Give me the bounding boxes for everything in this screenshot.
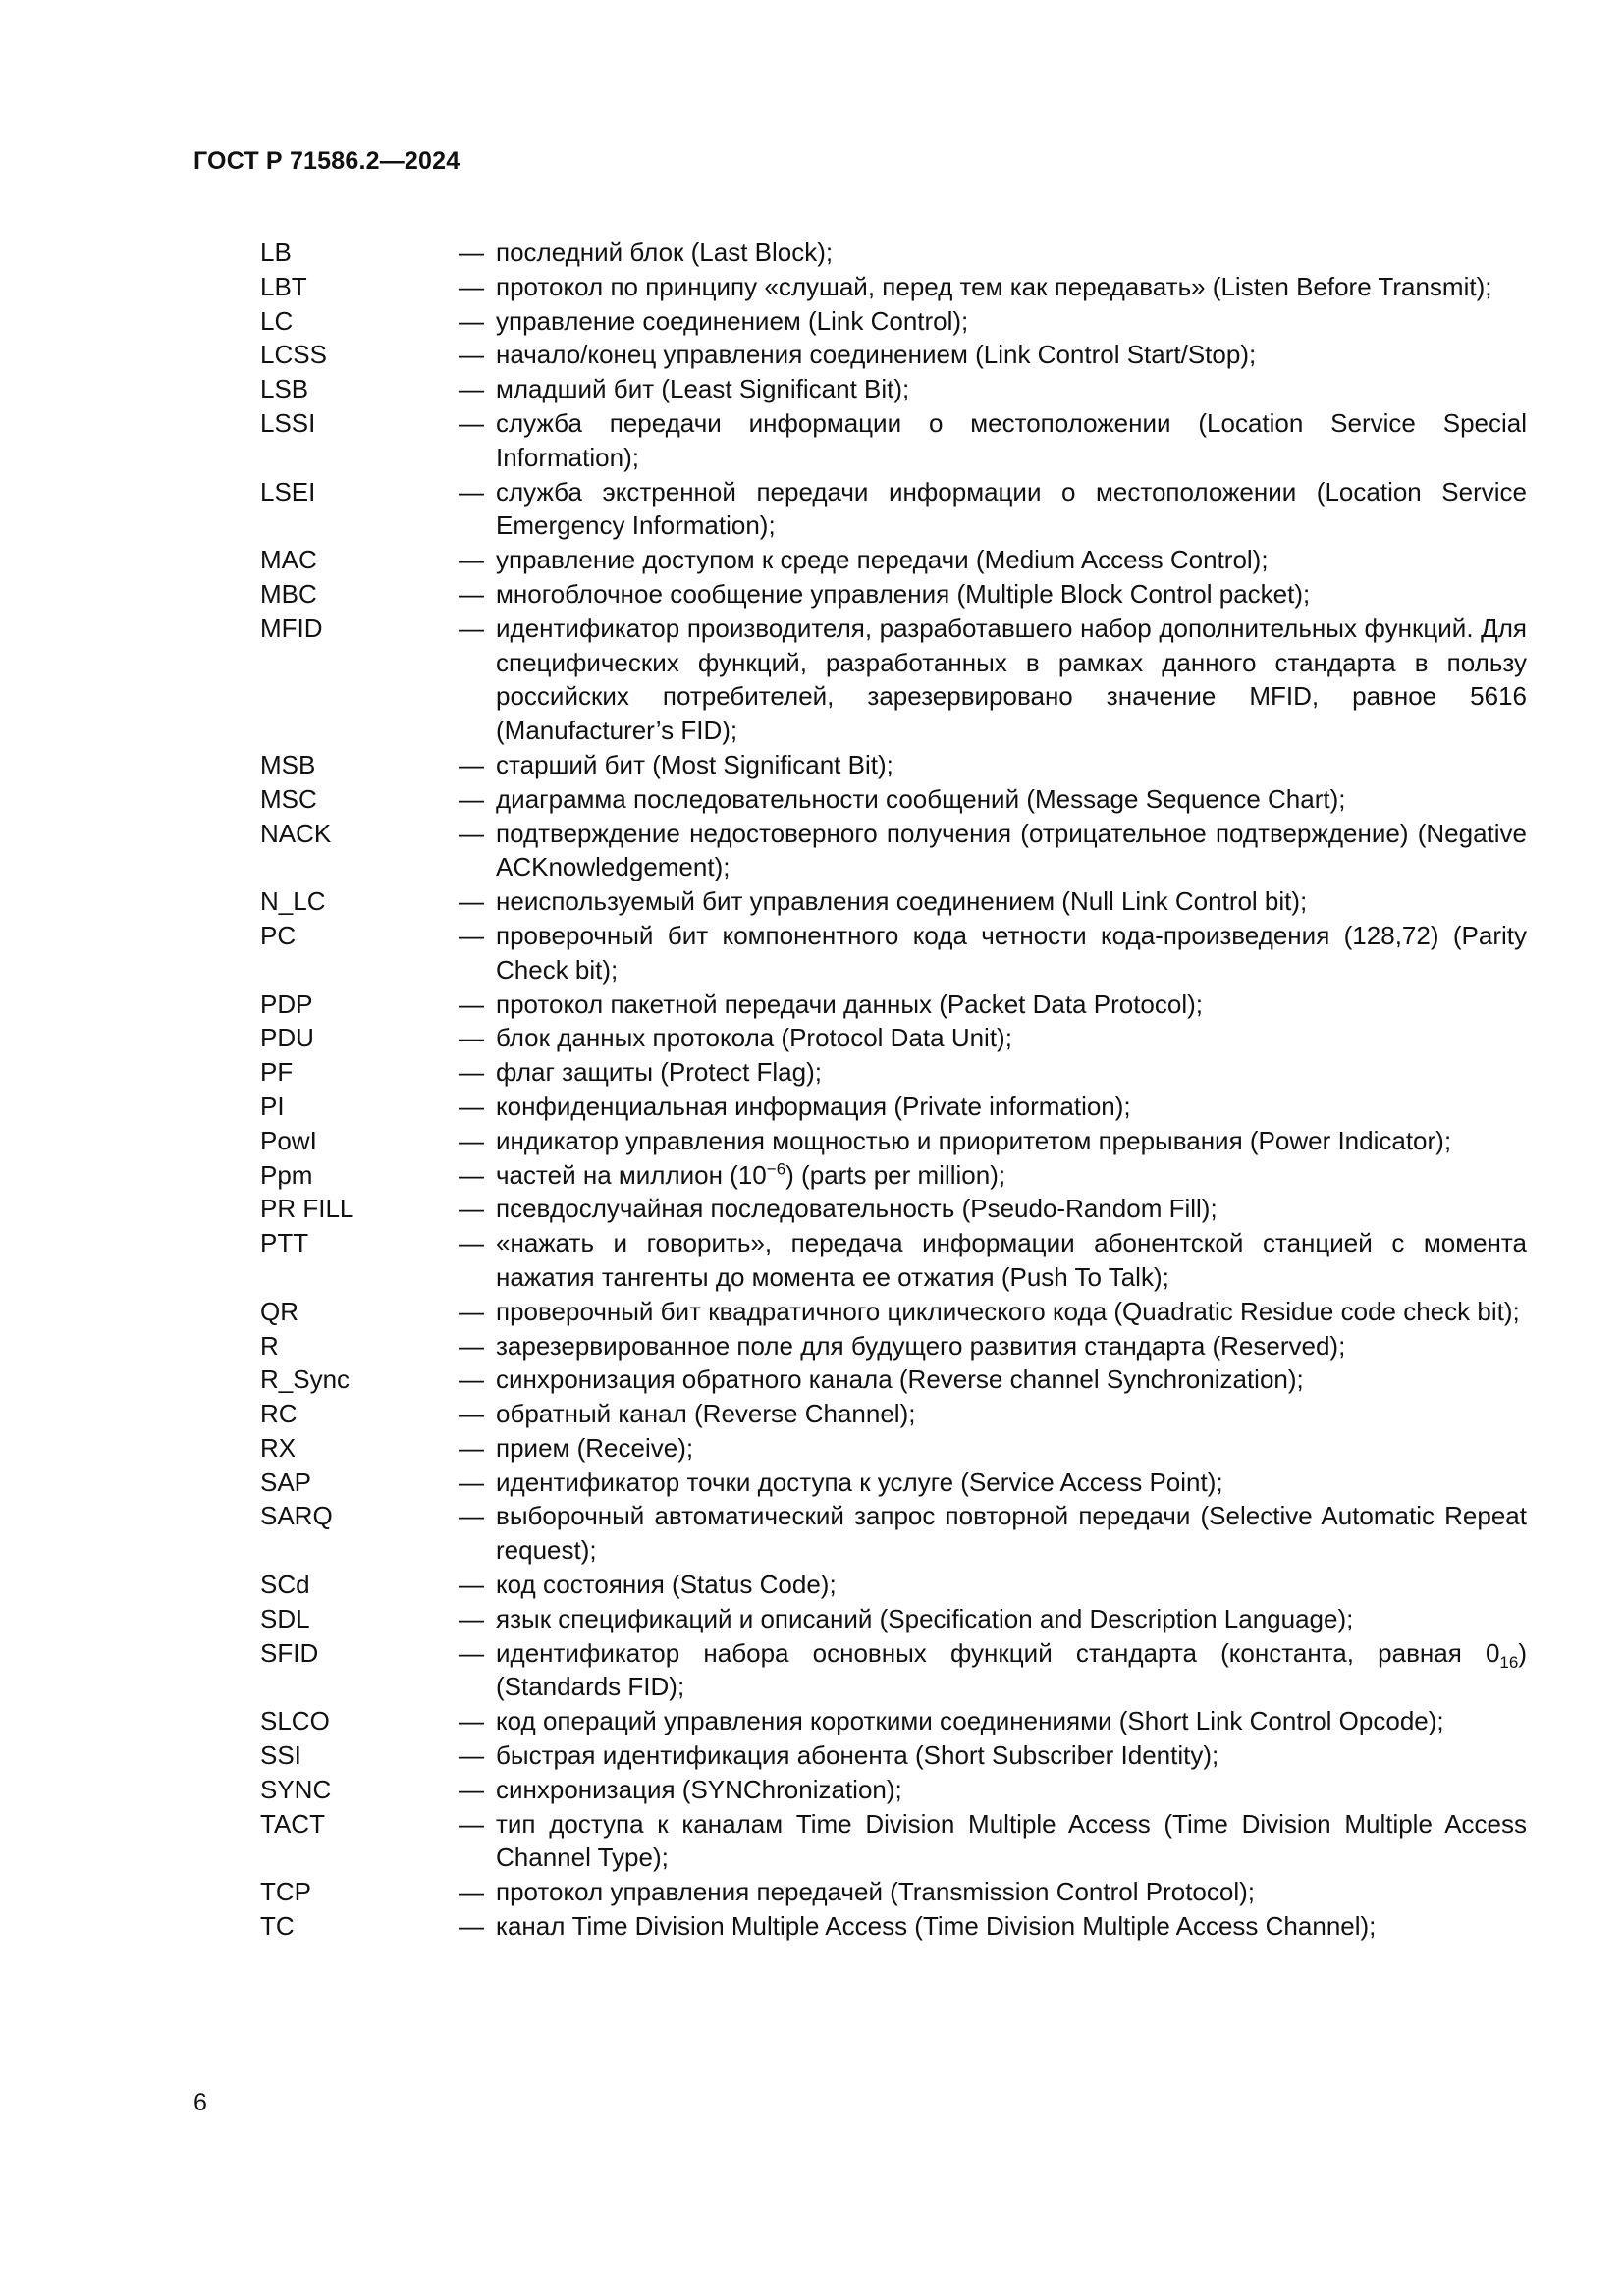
abbreviation-description: протокол по принципу «слушай, перед тем как передавать» (Listen Before Transmit); [496, 271, 1492, 301]
abbreviation-term: R_Sync [260, 1364, 351, 1395]
em-dash: — [459, 1194, 484, 1224]
abbreviation-description: синхронизация обратного канала (Reverse channel Synchronization); [496, 1364, 1304, 1395]
em-dash: — [459, 578, 484, 609]
abbreviation-term: SYNC [260, 1774, 332, 1804]
abbreviation-term: MBC [260, 578, 317, 609]
description-text: идентификатор набора основных функций стандарта (константа, равная 0 [496, 1637, 1500, 1668]
em-dash: — [459, 1432, 484, 1463]
abbreviation-entry [260, 1226, 1527, 1295]
em-dash: — [459, 1570, 484, 1600]
abbreviation-description: выборочный автоматический запрос повторной передачи (Selective Automatic Repeat request); [496, 1501, 1527, 1566]
abbreviation-description: служба передачи информации о местоположении (Location Service Special Information); [496, 407, 1527, 472]
document-header: ГОСТ Р 71586.2—2024 [193, 147, 460, 175]
abbreviation-entry [260, 304, 1527, 339]
abbreviation-entry [260, 1158, 1527, 1193]
abbreviation-description: диаграмма последовательности сообщений (Message Sequence Chart); [496, 783, 1346, 814]
abbreviation-term: NACK [260, 818, 332, 848]
abbreviation-term: LSB [260, 374, 309, 404]
abbreviation-term: SAP [260, 1467, 312, 1497]
abbreviation-entry [260, 1909, 1527, 1944]
abbreviation-term: N_LC [260, 886, 326, 917]
abbreviation-term: LCSS [260, 340, 327, 370]
em-dash: — [459, 545, 484, 575]
abbreviation-description: протокол управления передачей (Transmission Control Protocol); [496, 1877, 1255, 1907]
abbreviation-term: PC [260, 920, 297, 950]
em-dash: — [459, 920, 484, 950]
abbreviation-description: синхронизация (SYNChronization); [496, 1774, 902, 1804]
abbreviation-description: блок данных протокола (Protocol Data Unit); [496, 1023, 1012, 1053]
abbreviation-term: SLCO [260, 1706, 330, 1736]
abbreviation-term: MSC [260, 783, 317, 814]
em-dash: — [459, 886, 484, 917]
abbreviation-entry [260, 1807, 1527, 1876]
abbreviation-entry [260, 1773, 1527, 1807]
em-dash: — [459, 1740, 484, 1771]
abbreviation-entry [260, 1875, 1527, 1909]
abbreviation-entry [260, 372, 1527, 406]
abbreviation-term: PR FILL [260, 1194, 354, 1224]
abbreviation-description: конфиденциальная информация (Private information); [496, 1091, 1131, 1121]
em-dash: — [459, 340, 484, 370]
abbreviation-description: индикатор управления мощностью и приоритетом прерывания (Power Indicator); [496, 1125, 1452, 1155]
abbreviation-term: LBT [260, 271, 307, 301]
abbreviation-term: LC [260, 305, 294, 336]
em-dash: — [459, 1467, 484, 1497]
em-dash: — [459, 1774, 484, 1804]
abbreviation-term: TCP [260, 1877, 311, 1907]
abbreviation-description: быстрая идентификация абонента (Short Subscriber Identity); [496, 1740, 1219, 1771]
description-text: ) (parts per million); [785, 1159, 1006, 1190]
abbreviation-entry [260, 1466, 1527, 1500]
abbreviation-description: последний блок (Last Block); [496, 238, 834, 267]
abbreviation-entry [260, 1021, 1527, 1055]
em-dash: — [459, 1637, 484, 1668]
em-dash: — [459, 271, 484, 301]
abbreviation-description: флаг защиты (Protect Flag); [496, 1057, 822, 1088]
em-dash: — [459, 1911, 484, 1942]
abbreviation-entry [260, 1192, 1527, 1226]
abbreviation-entry [260, 1738, 1527, 1773]
abbreviation-term: PDU [260, 1023, 314, 1053]
abbreviation-term: SSI [260, 1740, 301, 1771]
abbreviation-description: код операций управления короткими соединениями (Short Link Control Opcode); [496, 1706, 1444, 1736]
abbreviation-term: MSB [260, 749, 316, 779]
abbreviation-description: псевдослучайная последовательность (Pseudo-Random Fill); [496, 1194, 1218, 1224]
abbreviation-description: протокол пакетной передачи данных (Packet Data Protocol); [496, 988, 1204, 1019]
subscript: 16 [1499, 1652, 1519, 1672]
abbreviation-entry [260, 1397, 1527, 1431]
em-dash: — [459, 783, 484, 814]
em-dash: — [459, 613, 484, 643]
abbreviation-term: LB [260, 238, 292, 267]
abbreviation-entry [260, 270, 1527, 304]
em-dash: — [459, 1706, 484, 1736]
em-dash: — [459, 1501, 484, 1531]
abbreviation-description: зарезервированное поле для будущего развития стандарта (Reserved); [496, 1330, 1346, 1361]
abbreviation-entry [260, 884, 1527, 919]
abbreviation-term: MAC [260, 545, 317, 575]
abbreviation-term: TACT [260, 1808, 325, 1839]
abbreviation-entry [260, 1431, 1527, 1466]
abbreviation-description: идентификатор точки доступа к услуге (Service Access Point); [496, 1467, 1223, 1497]
em-dash: — [459, 238, 484, 267]
abbreviation-entry [260, 612, 1527, 748]
abbreviation-description: проверочный бит компонентного кода четности кода-произведения (128,72) (Parity Check bit); [496, 920, 1527, 985]
em-dash: — [459, 1091, 484, 1121]
em-dash: — [459, 1808, 484, 1839]
abbreviation-description: проверочный бит квадратичного циклического кода (Quadratic Residue code check bit); [496, 1296, 1520, 1326]
em-dash: — [459, 1877, 484, 1907]
abbreviation-entry [260, 1704, 1527, 1738]
abbreviation-entry [260, 406, 1527, 475]
abbreviation-entry [260, 988, 1527, 1022]
abbreviation-term: RX [260, 1432, 297, 1463]
description-text: ) (Standards FID); [496, 1637, 1527, 1702]
abbreviation-term: PTT [260, 1228, 309, 1258]
em-dash: — [459, 1399, 484, 1429]
em-dash: — [459, 1159, 484, 1190]
abbreviation-entry [260, 782, 1527, 817]
abbreviation-description [496, 1158, 1527, 1193]
em-dash: — [459, 1228, 484, 1258]
abbreviation-description: код состояния (Status Code); [496, 1570, 837, 1600]
abbreviation-description: начало/конец управления соединением (Link Control Start/Stop); [496, 340, 1257, 370]
abbreviation-term: SARQ [260, 1501, 333, 1531]
em-dash: — [459, 1023, 484, 1053]
abbreviation-entry [260, 748, 1527, 782]
abbreviation-entry [260, 817, 1527, 885]
abbreviation-description [496, 1636, 1527, 1705]
abbreviation-entry [260, 1362, 1527, 1397]
abbreviation-term: PF [260, 1057, 294, 1088]
em-dash: — [459, 1296, 484, 1326]
description-text: частей на миллион (10 [496, 1159, 767, 1190]
abbreviation-entry [260, 1329, 1527, 1363]
abbreviation-term: SCd [260, 1570, 310, 1600]
abbreviation-term: QR [260, 1296, 298, 1326]
em-dash: — [459, 407, 484, 438]
em-dash: — [459, 1330, 484, 1361]
abbreviation-term: Ppm [260, 1159, 313, 1190]
abbreviation-term: PI [260, 1091, 285, 1121]
abbreviation-entry [260, 1568, 1527, 1602]
abbreviation-entry [260, 919, 1527, 988]
abbreviation-term: LSSI [260, 407, 316, 438]
em-dash: — [459, 1603, 484, 1633]
abbreviation-entry [260, 577, 1527, 612]
abbreviation-entry [260, 1295, 1527, 1329]
abbreviation-entry [260, 236, 1527, 270]
abbreviation-description: неиспользуемый бит управления соединением (Null Link Control bit); [496, 886, 1308, 917]
abbreviation-description: служба экстренной передачи информации о местоположении (Location Service Emergency Information); [496, 476, 1527, 541]
abbreviation-description: старший бит (Most Significant Bit); [496, 749, 893, 779]
abbreviation-description: обратный канал (Reverse Channel); [496, 1399, 916, 1429]
abbreviation-entry [260, 1055, 1527, 1090]
abbreviation-term: TC [260, 1911, 295, 1942]
em-dash: — [459, 988, 484, 1019]
abbreviation-entry [260, 1636, 1527, 1705]
abbreviation-term: LSEI [260, 476, 316, 507]
em-dash: — [459, 818, 484, 848]
abbreviation-description: канал Time Division Multiple Access (Time Division Multiple Access Channel); [496, 1911, 1377, 1942]
em-dash: — [459, 1364, 484, 1395]
page-number: 6 [193, 2089, 207, 2116]
abbreviation-term: PDP [260, 988, 313, 1019]
em-dash: — [459, 305, 484, 336]
abbreviation-term: SDL [260, 1603, 310, 1633]
abbreviation-description: многоблочное сообщение управления (Multiple Block Control packet); [496, 578, 1311, 609]
abbreviation-entry [260, 1090, 1527, 1124]
abbreviation-entry [260, 338, 1527, 372]
em-dash: — [459, 1125, 484, 1155]
abbreviation-description: младший бит (Least Significant Bit); [496, 374, 910, 404]
em-dash: — [459, 374, 484, 404]
abbreviation-entry [260, 475, 1527, 544]
abbreviation-entry [260, 543, 1527, 577]
abbreviation-term: R [260, 1330, 279, 1361]
abbreviation-entry [260, 1499, 1527, 1568]
abbreviation-description: прием (Receive); [496, 1432, 694, 1463]
abbreviation-description: управление доступом к среде передачи (Medium Access Control); [496, 545, 1269, 575]
superscript: −6 [766, 1158, 786, 1178]
abbreviation-list [260, 236, 1527, 1944]
abbreviation-description: управление соединением (Link Control); [496, 305, 969, 336]
abbreviation-description: «нажать и говорить», передача информации абонентской станцией с момента нажатия тангенты до момента ее отжатия (Push To Talk); [496, 1228, 1527, 1292]
abbreviation-description: тип доступа к каналам Time Division Multiple Access (Time Division Multiple Access Channel Type); [496, 1808, 1527, 1873]
em-dash: — [459, 1057, 484, 1088]
abbreviation-description: идентификатор производителя, разработавшего набор дополнительных функций. Для специфических функций, разработанных в рамках данного стандарта в пользу российских потребителей, зарезервировано значение MFID, равное 5616 (Manufacturer’s FID); [496, 613, 1527, 746]
abbreviation-term: MFID [260, 613, 323, 643]
abbreviation-term: SFID [260, 1637, 319, 1668]
abbreviation-description: язык спецификаций и описаний (Specification and Description Language); [496, 1603, 1354, 1633]
abbreviation-term: PowI [260, 1125, 317, 1155]
abbreviation-description: подтверждение недостоверного получения (отрицательное подтверждение) (Negative ACKnowledgement); [496, 818, 1527, 882]
abbreviation-entry [260, 1602, 1527, 1636]
em-dash: — [459, 749, 484, 779]
abbreviation-entry [260, 1124, 1527, 1158]
em-dash: — [459, 476, 484, 507]
abbreviation-term: RC [260, 1399, 298, 1429]
